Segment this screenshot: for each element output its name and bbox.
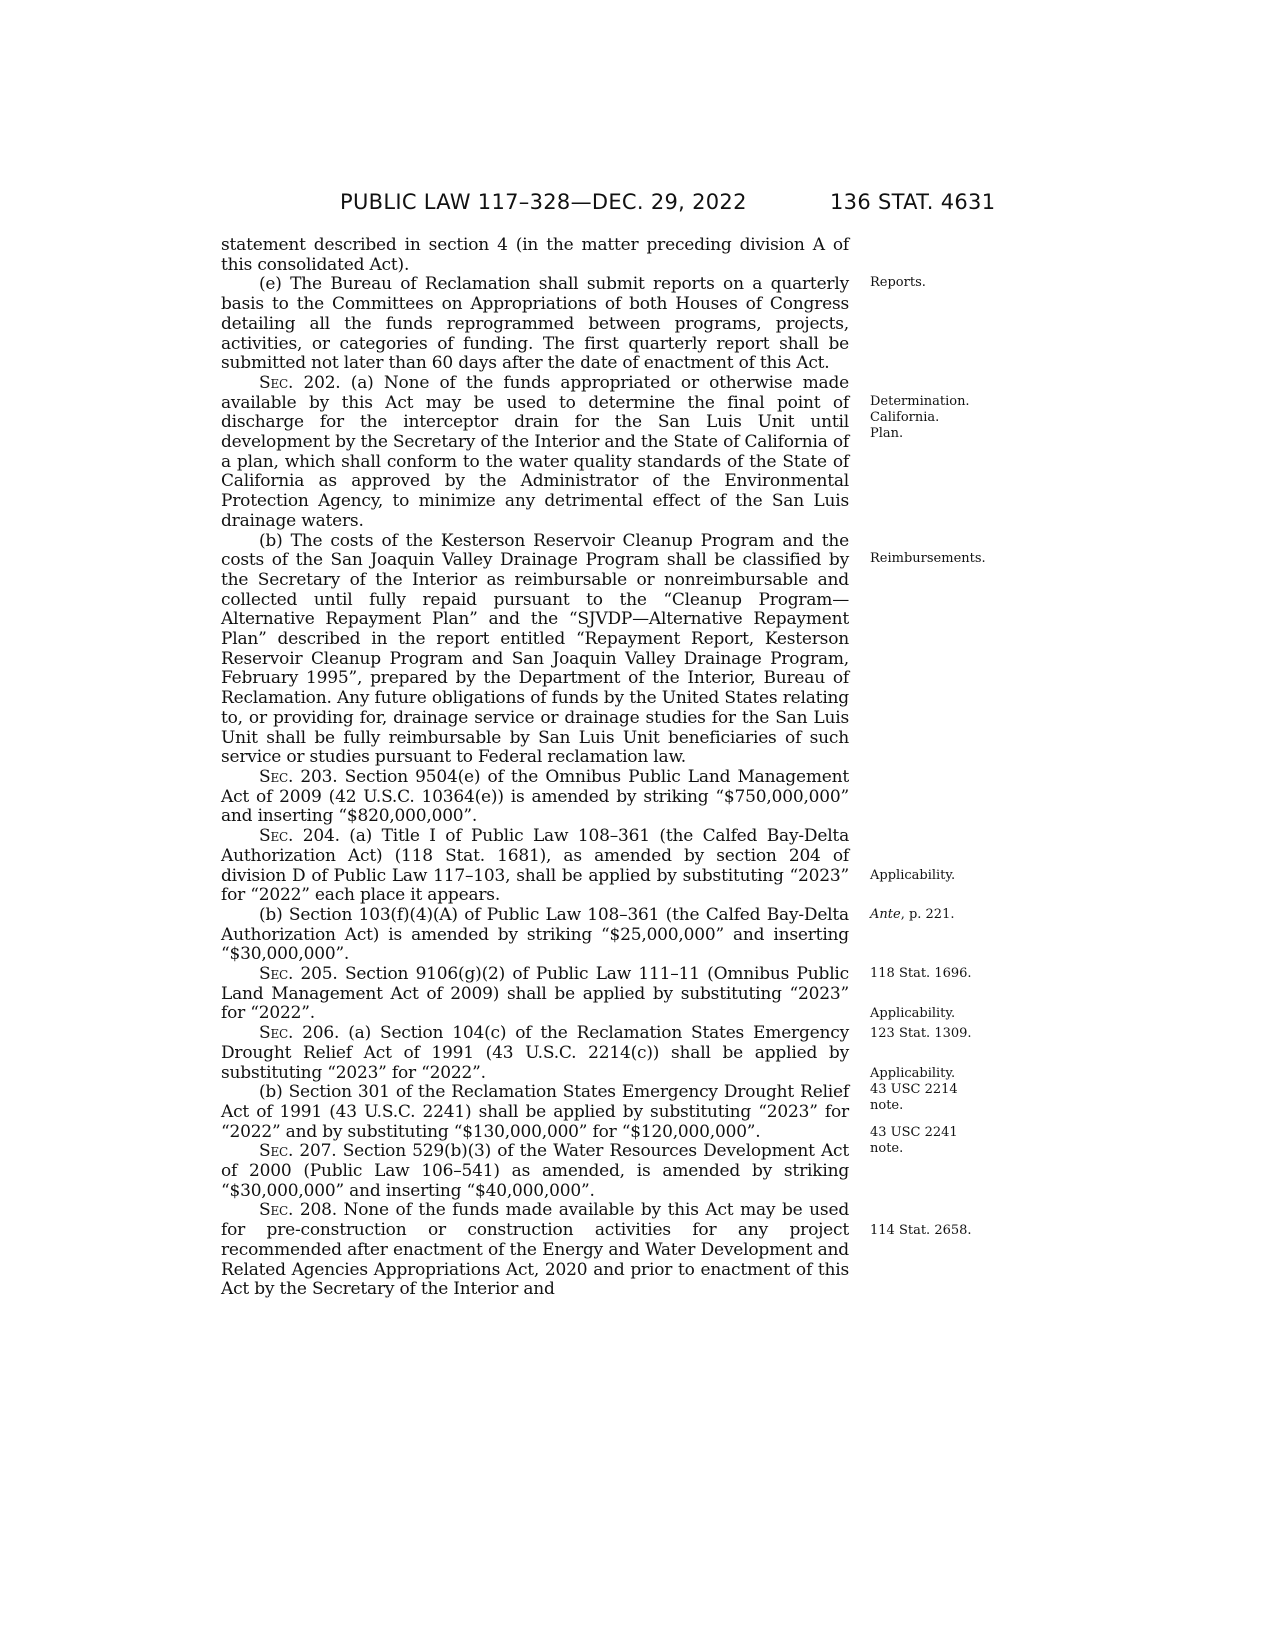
paragraph-text: Section 9504(e) of the Omnibus Public Land Management Act of 2009 (42 U.S.C. 10364(e)) is amended by striking “$750,000,000” and inserting “$820,000,000”. <box>221 766 849 827</box>
margin-note-43-usc-2241: 43 USC 2241 note. <box>870 1125 958 1156</box>
paragraph-text: Section 529(b)(3) of the Water Resources Development Act of 2000 (Public Law 106–541) as amended, is amended by striking “$30,000,000” and inserting “$40,000,000”. <box>221 1141 849 1201</box>
paragraph-text: (a) Title I of Public Law 108–361 (the Calfed Bay-Delta Authorization Act) (118 Stat. 1681), as amended by section 204 of division D of Public Law 117–103, shall be applied by substituting “2023” for “2022” each place it appears. <box>221 826 849 906</box>
paragraph: (b) Section 103(f)(4)(A) of Public Law 108–361 (the Calfed Bay-Delta Authorization Act) is amended by striking “$25,000,000” and inserting “$30,000,000”. <box>221 904 849 965</box>
margin-note-reimbursements: Reimbursements. <box>870 551 986 566</box>
running-head-title: PUBLIC LAW 117–328—DEC. 29, 2022 <box>340 190 747 214</box>
paragraph-text: Section 9106(g)(2) of Public Law 111–11 (Omnibus Public Land Management Act of 2009) shall be applied by substituting “2023” for “2022”. <box>221 964 849 1024</box>
margin-note-123-stat: 123 Stat. 1309. <box>870 1026 972 1041</box>
paragraph-text: (a) None of the funds appropriated or otherwise made available by this Act may be used to determine the final point of discharge for the interceptor drain for the San Luis Unit until development by the Secretary of the Interior and the State of California of a plan, which shall conform to the water quality standards of the State of California as approved by the Administrator of the Environmental Protection Agency, to minimize any detrimental effect of the San Luis drainage waters. <box>221 372 849 531</box>
section-label: Sec. 204. <box>259 826 340 847</box>
paragraph <box>221 374 849 532</box>
margin-note-reports: Reports. <box>870 275 926 290</box>
margin-note-applicability-3: Applicability. 43 USC 2214 note. <box>870 1066 958 1113</box>
section-label: Sec. 203. <box>259 766 338 787</box>
section-label: Sec. 205. <box>259 964 338 985</box>
paragraph-text: (a) Section 104(c) of the Reclamation States Emergency Drought Relief Act of 1991 (43 U.S.C. 2214(c)) shall be applied by substituting “2023” for “2022”. <box>221 1023 849 1083</box>
paragraph: statement described in section 4 (in the matter preceding division A of this consolidated Act). <box>221 235 849 275</box>
margin-note-determination: Determination. California. Plan. <box>870 394 970 441</box>
paragraph <box>221 965 849 1024</box>
paragraph-text: None of the funds made available by this Act may be used for pre-construction or construction activities for any project recommended after enactment of the Energy and Water Development and Related Agencies Appropriations Act, 2020 and prior to enactment of this Act by the Secretary of the Interior and <box>221 1200 849 1300</box>
paragraph <box>221 1024 849 1083</box>
section-label: Sec. 206. <box>259 1023 340 1044</box>
body-text <box>221 236 849 1300</box>
paragraph: (b) Section 301 of the Reclamation States Emergency Drought Relief Act of 1991 (43 U.S.C. 2241) shall be applied by substituting “2023” for “2022” and by substituting “$130,000,000” for “$120,000,000”. <box>221 1082 849 1142</box>
margin-note-114-stat: 114 Stat. 2658. <box>870 1223 972 1238</box>
running-head-page-ref: 136 STAT. 4631 <box>830 190 996 214</box>
paragraph <box>221 827 849 906</box>
paragraph: (e) The Bureau of Reclamation shall submit reports on a quarterly basis to the Committees on Appropriations of both Houses of Congress detailing all the funds reprogrammed between programs, projects, activities, or categories of funding. The first quarterly report shall be submitted not later than 60 days after the date of enactment of this Act. <box>221 274 849 374</box>
margin-note-ante: Ante, p. 221. <box>870 907 955 922</box>
paragraph <box>221 1201 849 1300</box>
margin-note-applicability-1: Applicability. <box>870 868 956 883</box>
section-label: Sec. 207. <box>259 1141 337 1162</box>
paragraph <box>221 768 849 827</box>
page-header <box>0 190 1275 220</box>
paragraph <box>221 1142 849 1201</box>
margin-note-118-stat: 118 Stat. 1696. <box>870 966 972 981</box>
margin-note-applicability-2: Applicability. <box>870 1006 956 1021</box>
section-label: Sec. 208. <box>259 1200 337 1221</box>
paragraph: (b) The costs of the Kesterson Reservoir Cleanup Program and the costs of the San Joaquin Valley Drainage Program shall be classified by the Secretary of the Interior as reimbursable or nonreimbursable and collected until fully repaid pursuant to the “Cleanup Program—Alternative Repayment Plan” and the “SJVDP—Alternative Repayment Plan” described in the report entitled “Repayment Report, Kesterson Reservoir Cleanup Program and San Joaquin Valley Drainage Program, February 1995”, prepared by the Department of the Interior, Bureau of Reclamation. Any future obligations of funds by the United States relating to, or providing for, drainage service or drainage studies for the San Luis Unit shall be fully reimbursable by San Luis Unit beneficiaries of such service or studies pursuant to Federal reclamation law. <box>221 530 849 768</box>
section-label: Sec. 202. <box>259 372 341 393</box>
ante-italic: Ante <box>870 907 901 922</box>
